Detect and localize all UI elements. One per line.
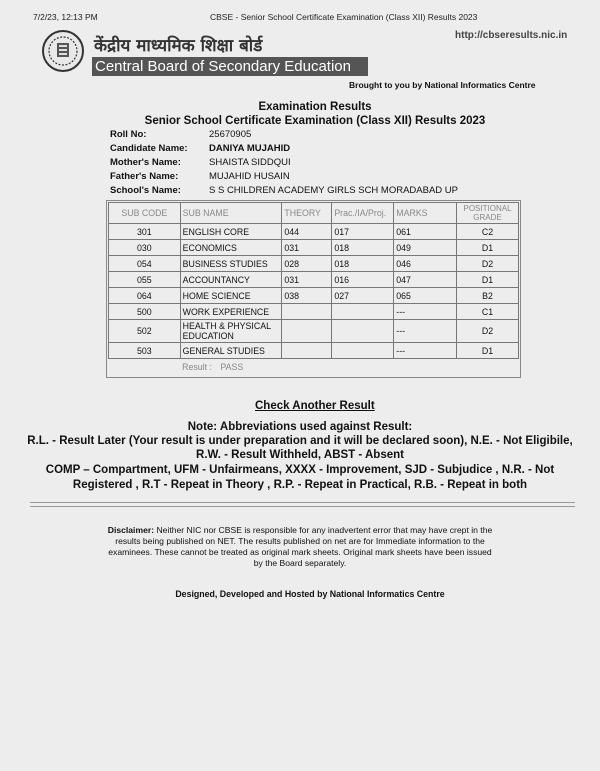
divider — [30, 506, 575, 507]
table-row — [109, 256, 519, 272]
disclaimer-line-4: by the Board separately. — [253, 558, 347, 568]
theory: 044 — [282, 224, 332, 240]
abbr-line-2: R.W. - Result Withheld, ABST - Absent — [196, 449, 404, 461]
site-url[interactable]: http://cbseresults.nic.in — [455, 30, 568, 41]
sub-code: 301 — [109, 224, 181, 240]
sub-code: 502 — [109, 320, 181, 343]
candidate-name-label: Candidate Name: — [110, 143, 188, 154]
practical: 018 — [332, 240, 394, 256]
sub-name: ECONOMICS — [180, 240, 282, 256]
disclaimer-line-1 — [90, 525, 510, 536]
grade: D2 — [457, 256, 519, 272]
grade: D1 — [457, 272, 519, 288]
father-name-label: Father's Name: — [110, 171, 179, 182]
print-datetime: 7/2/23, 12:13 PM — [33, 12, 98, 22]
practical — [332, 320, 394, 343]
sub-name: HEALTH & PHYSICAL EDUCATION — [180, 320, 282, 343]
marks: 061 — [394, 224, 457, 240]
col-theory: THEORY — [282, 203, 332, 224]
disclaimer-line-3: examinees. These cannot be treated as original mark sheets. Original mark sheets have been issued — [108, 547, 492, 557]
practical: 027 — [332, 288, 394, 304]
grade: D1 — [457, 240, 519, 256]
sub-name: ENGLISH CORE — [180, 224, 282, 240]
board-name-banner: Central Board of Secondary Education — [92, 57, 368, 76]
sub-code: 055 — [109, 272, 181, 288]
col-practical: Prac./IA/Proj. — [332, 203, 394, 224]
sub-code: 064 — [109, 288, 181, 304]
grade: D1 — [457, 343, 519, 359]
theory — [282, 320, 332, 343]
grade: C2 — [457, 224, 519, 240]
father-name-value: MUJAHID HUSAIN — [209, 171, 290, 182]
grade: D2 — [457, 320, 519, 343]
mother-name-value: SHAISTA SIDDQUI — [209, 157, 291, 168]
roll-no-value: 25670905 — [209, 129, 252, 140]
mother-name-label: Mother's Name: — [110, 157, 181, 168]
disclaimer-line-2: results being published on NET. The results published on net are for Immediate information to the — [115, 536, 485, 546]
theory: 031 — [282, 240, 332, 256]
sub-name: HOME SCIENCE — [180, 288, 282, 304]
marks: 049 — [394, 240, 457, 256]
cbse-emblem-icon — [41, 29, 85, 73]
result-row — [109, 359, 519, 376]
sub-code: 030 — [109, 240, 181, 256]
table-row — [109, 288, 519, 304]
col-marks: MARKS — [394, 203, 457, 224]
disclaimer-label: Disclaimer: — [107, 525, 155, 535]
table-row — [109, 320, 519, 343]
print-doc-title: CBSE - Senior School Certificate Examination (Class XII) Results 2023 — [210, 12, 478, 22]
marks: --- — [394, 320, 457, 343]
table-row — [109, 304, 519, 320]
practical: 018 — [332, 256, 394, 272]
abbr-title: Note: Abbreviations used against Result: — [187, 421, 413, 433]
abbr-line-1: R.L. - Result Later (Your result is under preparation and it will be declared soon), N.E. - Not Eligibile, — [27, 435, 573, 447]
practical: 016 — [332, 272, 394, 288]
col-sub-name: SUB NAME — [180, 203, 282, 224]
school-name-value: S S CHILDREN ACADEMY GIRLS SCH MORADABAD UP — [209, 185, 458, 196]
roll-no-label: Roll No: — [110, 129, 147, 140]
table-row — [109, 272, 519, 288]
marks: 046 — [394, 256, 457, 272]
divider — [30, 502, 575, 503]
table-row — [109, 240, 519, 256]
theory: 031 — [282, 272, 332, 288]
abbr-line-4: Registered , R.T - Repeat in Theory , R.P. - Repeat in Practical, R.B. - Repeat in both — [72, 479, 528, 491]
grade: C1 — [457, 304, 519, 320]
sub-name: WORK EXPERIENCE — [180, 304, 282, 320]
footer-credit: Designed, Developed and Hosted by National Informatics Centre — [175, 589, 445, 599]
grade: B2 — [457, 288, 519, 304]
col-positional-grade: POSITIONAL GRADE — [457, 203, 519, 224]
theory: 028 — [282, 256, 332, 272]
exam-title: Senior School Certificate Examination (Class XII) Results 2023 — [144, 115, 486, 127]
marks: --- — [394, 343, 457, 359]
candidate-name-value: DANIYA MUJAHID — [209, 143, 291, 154]
brought-by: Brought to you by National Informatics Centre — [349, 80, 536, 90]
abbr-line-3: COMP – Compartment, UFM - Unfairmeans, XXXX - Improvement, SJD - Subjudice , N.R. - Not — [45, 464, 555, 476]
table-row — [109, 224, 519, 240]
sub-name: GENERAL STUDIES — [180, 343, 282, 359]
marks: 047 — [394, 272, 457, 288]
sub-name: BUSINESS STUDIES — [180, 256, 282, 272]
school-name-label: School's Name: — [110, 185, 181, 196]
table-row — [109, 343, 519, 359]
sub-name: ACCOUNTANCY — [180, 272, 282, 288]
result-value: PASS — [220, 362, 244, 372]
disclaimer-text: Neither NIC nor CBSE is responsible for any inadvertent error that may have crept in the — [154, 525, 493, 535]
sub-code: 500 — [109, 304, 181, 320]
theory — [282, 304, 332, 320]
results-table — [108, 202, 519, 375]
col-sub-code: SUB CODE — [109, 203, 181, 224]
sub-code: 054 — [109, 256, 181, 272]
sub-code: 503 — [109, 343, 181, 359]
check-another-result-link[interactable]: Check Another Result — [255, 400, 375, 412]
practical — [332, 304, 394, 320]
result-label: Result : — [182, 362, 212, 372]
table-header-row — [109, 203, 519, 224]
marks: 065 — [394, 288, 457, 304]
theory — [282, 343, 332, 359]
page-heading: Examination Results — [258, 101, 372, 113]
practical — [332, 343, 394, 359]
board-name-hindi: केंद्रीय माध्यमिक शिक्षा बोर्ड — [94, 36, 263, 56]
marks: --- — [394, 304, 457, 320]
theory: 038 — [282, 288, 332, 304]
practical: 017 — [332, 224, 394, 240]
